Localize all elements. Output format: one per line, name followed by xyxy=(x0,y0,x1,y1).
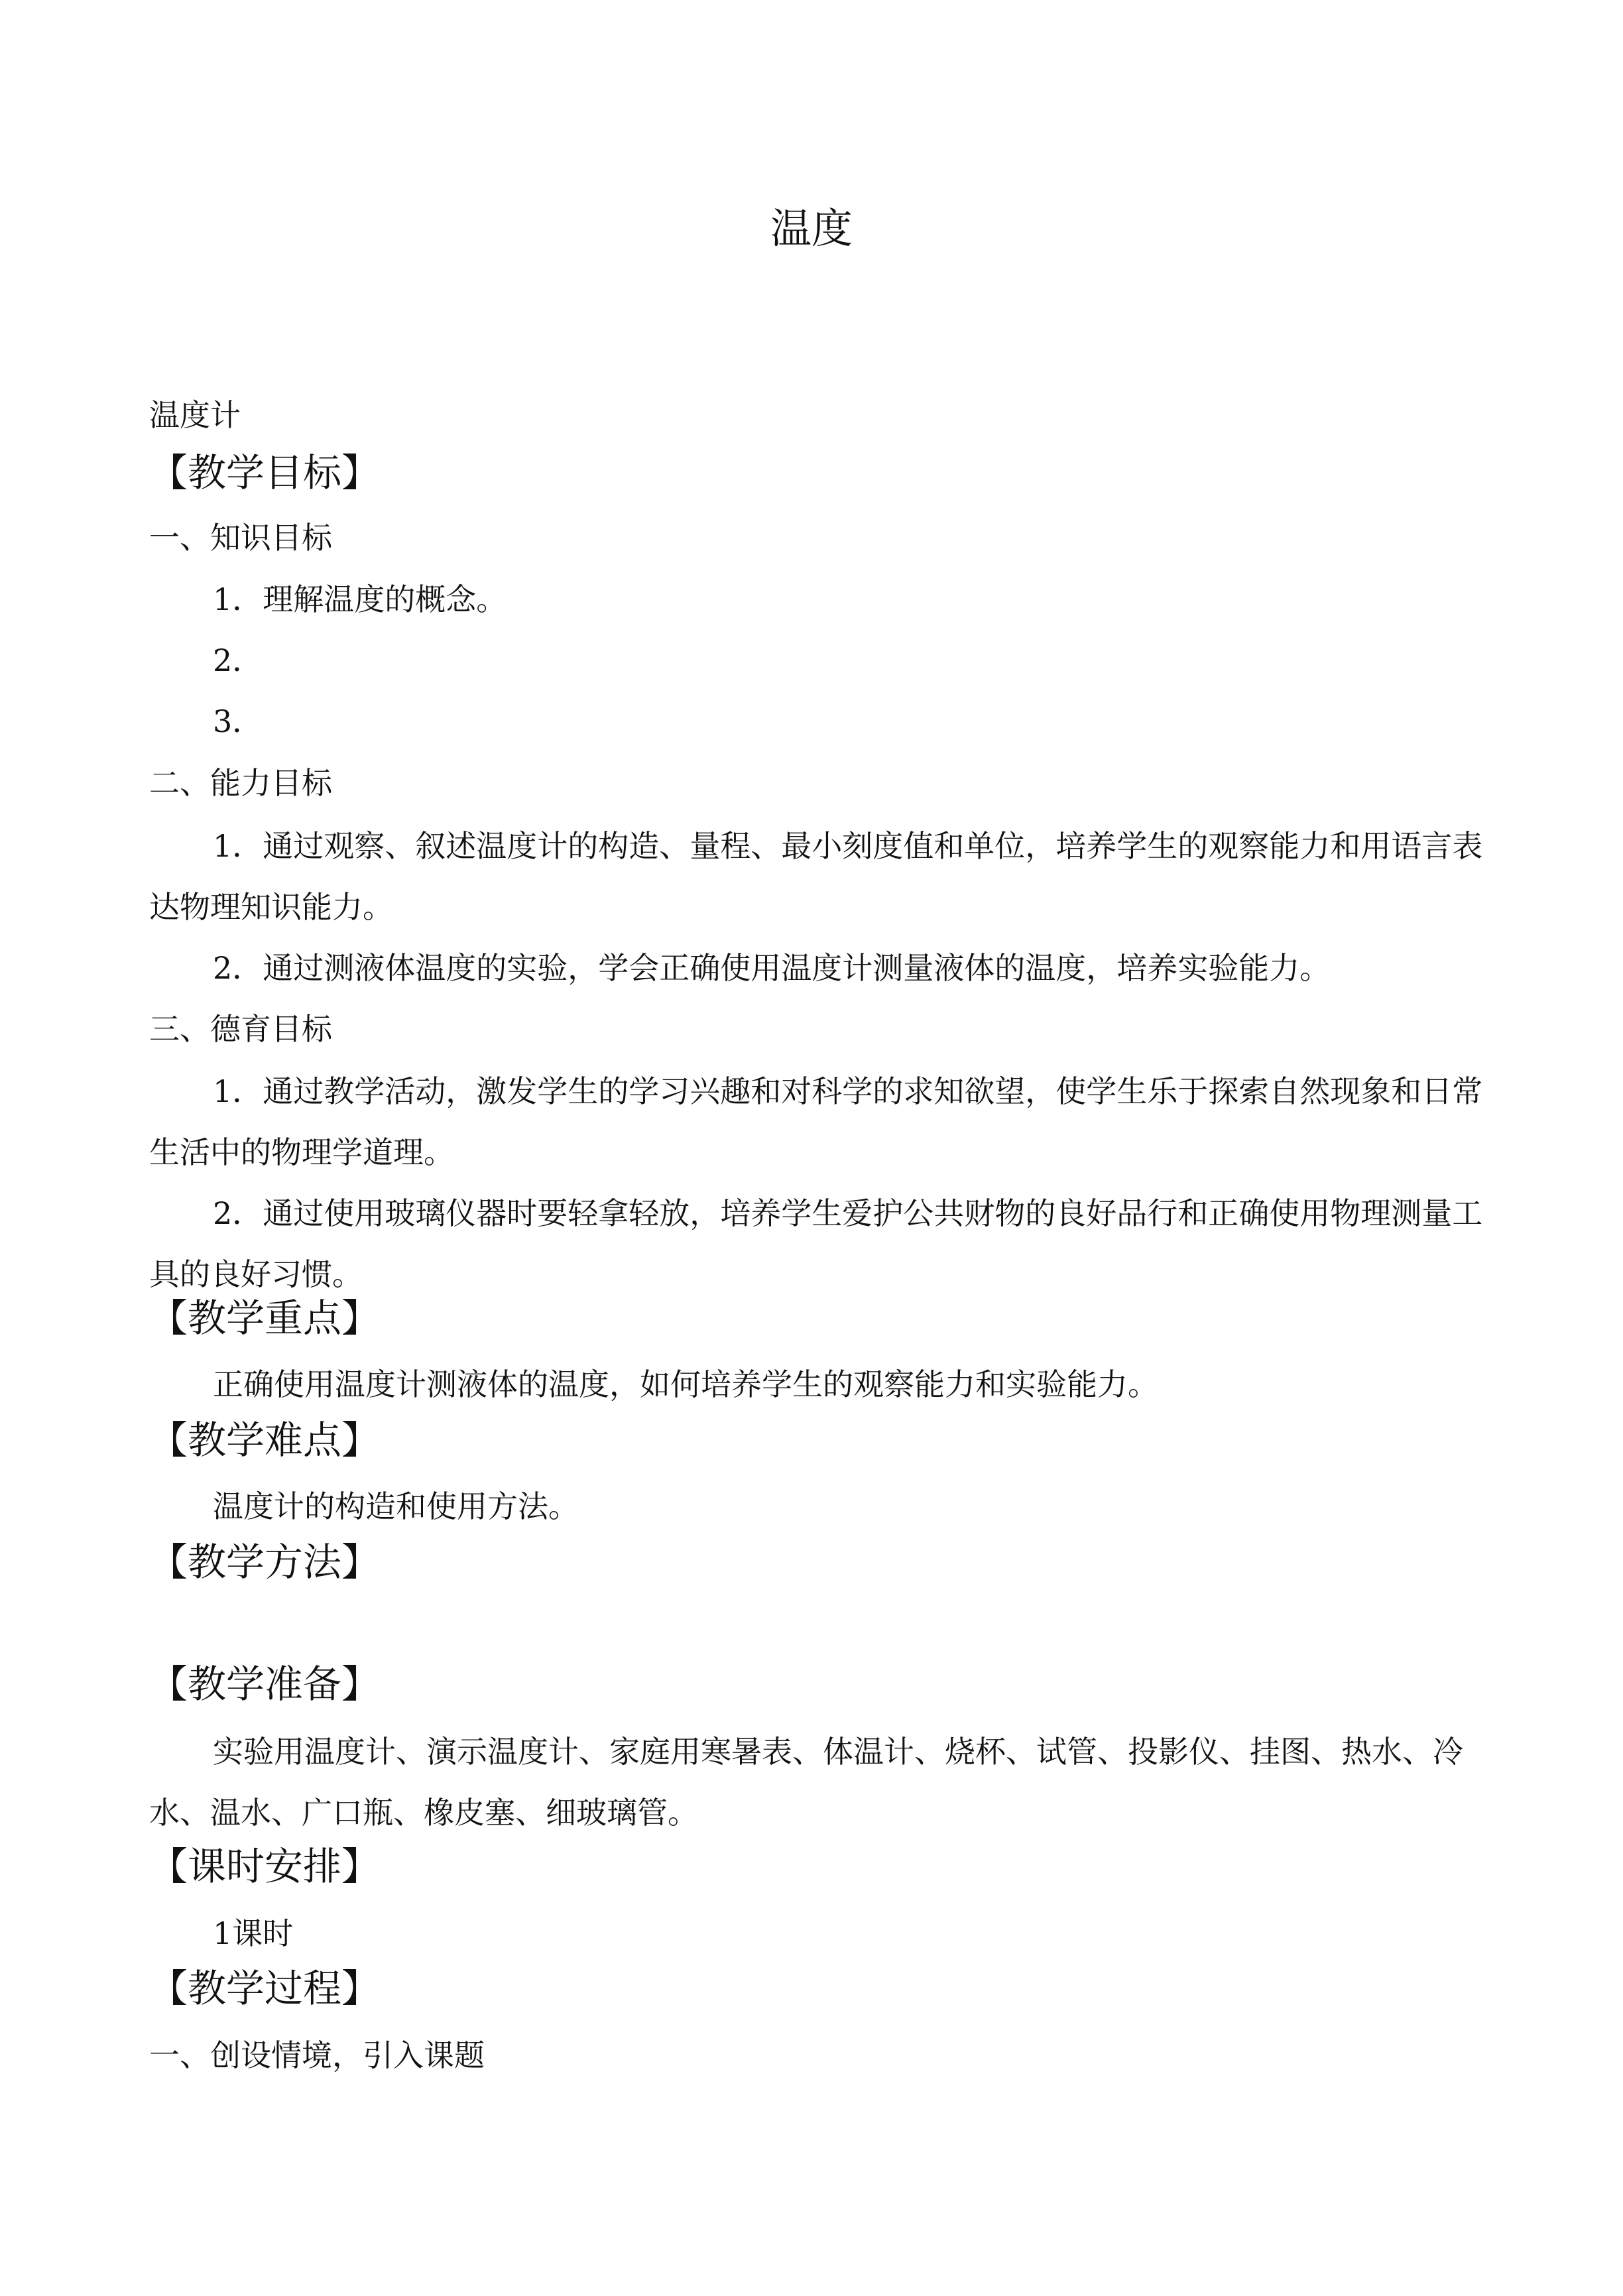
difficulties-heading: 【教学难点】 xyxy=(149,1418,381,1463)
key-points-heading: 【教学重点】 xyxy=(149,1296,381,1341)
lesson-subtitle: 温度计 xyxy=(149,397,241,433)
moral-objective-item: 2．通过使用玻璃仪器时要轻拿轻放，培养学生爱护公共财物的良好品行和正确使用物理测量工具的良好习惯。 xyxy=(149,1195,1483,1292)
ability-objectives-label: 二、能力目标 xyxy=(149,765,332,801)
preparation-text: 实验用温度计、演示温度计、家庭用寒暑表、体温计、烧杯、试管、投影仪、挂图、热水、冷水、温水、广口瓶、橡皮塞、细玻璃管。 xyxy=(149,1734,1463,1831)
process-step-1: 一、创设情境，引入课题 xyxy=(149,2037,485,2073)
schedule-text: 1课时 xyxy=(213,1915,294,1951)
knowledge-objective-item: 3． xyxy=(213,703,263,739)
schedule-heading: 【课时安排】 xyxy=(149,1844,381,1889)
difficulties-text: 温度计的构造和使用方法。 xyxy=(213,1488,579,1524)
moral-objectives-label: 三、德育目标 xyxy=(149,1011,332,1047)
document-title: 温度 xyxy=(770,204,853,253)
objectives-heading: 【教学目标】 xyxy=(149,450,381,495)
knowledge-objective-item: 1．理解温度的概念。 xyxy=(213,581,507,617)
process-heading: 【教学过程】 xyxy=(149,1966,381,2011)
knowledge-objectives-label: 一、知识目标 xyxy=(149,520,332,556)
ability-objective-item: 1．通过观察、叙述温度计的构造、量程、最小刻度值和单位，培养学生的观察能力和用语言表达物理知识能力。 xyxy=(149,828,1483,925)
methods-heading: 【教学方法】 xyxy=(149,1540,381,1585)
key-points-text: 正确使用温度计测液体的温度，如何培养学生的观察能力和实验能力。 xyxy=(213,1366,1158,1402)
preparation-heading: 【教学准备】 xyxy=(149,1662,381,1707)
moral-objective-item: 1．通过教学活动，激发学生的学习兴趣和对科学的求知欲望，使学生乐于探索自然现象和日常生活中的物理学道理。 xyxy=(149,1073,1483,1170)
ability-objective-item: 2．通过测液体温度的实验，学会正确使用温度计测量液体的温度，培养实验能力。 xyxy=(213,950,1331,986)
knowledge-objective-item: 2． xyxy=(213,642,263,678)
